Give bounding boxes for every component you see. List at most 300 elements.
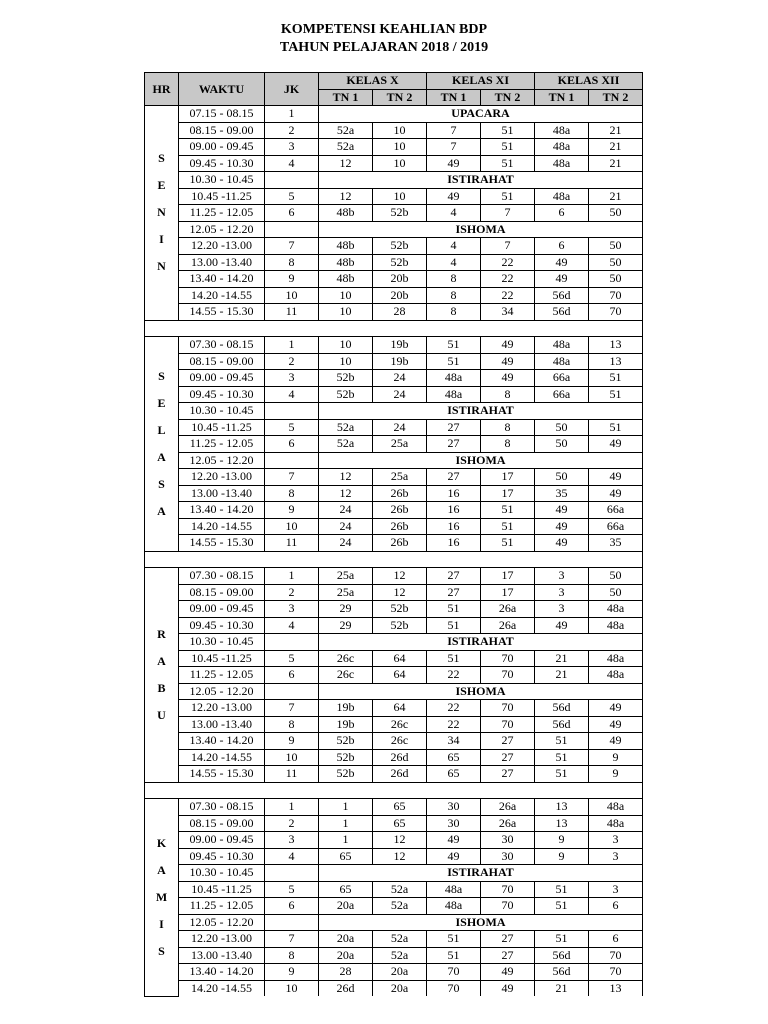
room-cell: 48a (427, 898, 481, 915)
jk-cell (265, 172, 319, 189)
room-cell: 27 (427, 469, 481, 486)
room-cell: 51 (589, 386, 643, 403)
room-cell: 51 (427, 617, 481, 634)
time-cell: 10.30 - 10.45 (179, 403, 265, 420)
room-cell: 9 (535, 832, 589, 849)
document-subtitle: TAHUN PELAJARAN 2018 / 2019 (279, 40, 489, 55)
room-cell: 52a (319, 436, 373, 453)
day-letter: N (157, 205, 166, 220)
table-row (145, 535, 643, 552)
time-cell: 10.30 - 10.45 (179, 865, 265, 882)
room-cell: 56d (535, 700, 589, 717)
table-row (145, 188, 643, 205)
time-cell: 13.40 - 14.20 (179, 271, 265, 288)
room-cell: 25a (373, 436, 427, 453)
room-cell: 26b (373, 502, 427, 519)
room-cell: 27 (481, 766, 535, 783)
jk-cell (265, 634, 319, 651)
room-cell: 26d (319, 980, 373, 996)
time-cell: 07.30 - 08.15 (179, 568, 265, 585)
room-cell: 16 (427, 485, 481, 502)
table-row (145, 419, 643, 436)
table-row (145, 106, 643, 123)
room-cell: 56d (535, 964, 589, 981)
room-cell: 49 (589, 485, 643, 502)
time-cell: 13.00 -13.40 (179, 485, 265, 502)
room-cell: 49 (481, 370, 535, 387)
room-cell: 3 (589, 848, 643, 865)
day-letter: S (158, 476, 165, 491)
table-row (145, 172, 643, 189)
room-cell: 24 (373, 419, 427, 436)
room-cell: 50 (589, 205, 643, 222)
table-row (145, 271, 643, 288)
room-cell: 34 (481, 304, 535, 321)
room-cell: 13 (589, 337, 643, 354)
room-cell: 65 (427, 749, 481, 766)
time-cell: 14.55 - 15.30 (179, 535, 265, 552)
room-cell: 27 (481, 931, 535, 948)
room-cell: 52a (373, 881, 427, 898)
table-row (145, 766, 643, 783)
room-cell: 26b (373, 518, 427, 535)
room-cell: 48a (589, 667, 643, 684)
day-letter: N (157, 259, 166, 274)
room-cell: 27 (427, 419, 481, 436)
day-label (145, 106, 179, 321)
room-cell: 70 (481, 898, 535, 915)
room-cell: 6 (589, 898, 643, 915)
room-cell: 13 (589, 353, 643, 370)
room-cell: 48a (589, 799, 643, 816)
room-cell: 65 (373, 815, 427, 832)
room-cell: 6 (535, 238, 589, 255)
room-cell: 48b (319, 238, 373, 255)
room-cell: 4 (427, 254, 481, 271)
jk-cell: 7 (265, 931, 319, 948)
time-cell: 09.45 - 10.30 (179, 155, 265, 172)
table-row (145, 518, 643, 535)
room-cell: 12 (319, 485, 373, 502)
room-cell: 51 (535, 766, 589, 783)
room-cell: 17 (481, 485, 535, 502)
time-cell: 10.30 - 10.45 (179, 172, 265, 189)
table-row (145, 898, 643, 915)
room-cell: 48a (535, 139, 589, 156)
header-kelas-xi: KELAS XI (427, 73, 535, 90)
day-letter: M (155, 889, 168, 904)
time-cell: 12.20 -13.00 (179, 700, 265, 717)
room-cell: 1 (319, 799, 373, 816)
room-cell: 49 (481, 353, 535, 370)
room-cell: 17 (481, 584, 535, 601)
separator-cell (145, 782, 643, 799)
room-cell: 3 (589, 832, 643, 849)
room-cell: 52b (319, 733, 373, 750)
room-cell: 8 (481, 419, 535, 436)
time-cell: 10.45 -11.25 (179, 650, 265, 667)
day-letter: A (157, 449, 166, 464)
room-cell: 52b (373, 254, 427, 271)
table-row (145, 205, 643, 222)
room-cell: 22 (481, 254, 535, 271)
room-cell: 12 (319, 155, 373, 172)
room-cell: 10 (319, 304, 373, 321)
table-row (145, 914, 643, 931)
jk-cell: 5 (265, 188, 319, 205)
jk-cell: 5 (265, 419, 319, 436)
room-cell: 19b (373, 337, 427, 354)
room-cell: 26b (373, 485, 427, 502)
room-cell: 21 (535, 980, 589, 996)
room-cell: 66a (535, 370, 589, 387)
room-cell: 19b (319, 700, 373, 717)
table-row (145, 370, 643, 387)
room-cell: 21 (589, 155, 643, 172)
room-cell: 51 (427, 337, 481, 354)
jk-cell: 4 (265, 386, 319, 403)
header-hr: HR (145, 73, 179, 106)
room-cell: 26a (481, 799, 535, 816)
time-cell: 14.20 -14.55 (179, 980, 265, 996)
room-cell: 48a (427, 386, 481, 403)
day-letter: S (158, 943, 165, 958)
day-letter: R (157, 626, 166, 641)
day-letter: A (157, 862, 166, 877)
room-cell: 19b (319, 716, 373, 733)
room-cell: 48a (535, 122, 589, 139)
room-cell: 49 (481, 980, 535, 996)
time-cell: 10.45 -11.25 (179, 881, 265, 898)
room-cell: 51 (535, 898, 589, 915)
room-cell: 48a (535, 155, 589, 172)
jk-cell: 8 (265, 254, 319, 271)
room-cell: 22 (481, 287, 535, 304)
room-cell: 22 (427, 667, 481, 684)
jk-cell: 9 (265, 733, 319, 750)
room-cell: 22 (427, 716, 481, 733)
room-cell: 22 (427, 700, 481, 717)
jk-cell: 6 (265, 667, 319, 684)
day-letter: I (159, 232, 164, 247)
room-cell: 13 (535, 815, 589, 832)
table-row (145, 601, 643, 618)
time-cell: 09.45 - 10.30 (179, 386, 265, 403)
room-cell: 65 (319, 848, 373, 865)
room-cell: 20a (319, 898, 373, 915)
room-cell: 50 (589, 568, 643, 585)
room-cell: 49 (481, 964, 535, 981)
time-cell: 10.30 - 10.45 (179, 634, 265, 651)
room-cell: 49 (589, 700, 643, 717)
room-cell: 12 (319, 188, 373, 205)
header-kelas-xii: KELAS XII (535, 73, 643, 90)
room-cell: 10 (373, 122, 427, 139)
room-cell: 70 (589, 964, 643, 981)
time-cell: 11.25 - 12.05 (179, 436, 265, 453)
room-cell: 50 (589, 271, 643, 288)
room-cell: 70 (427, 964, 481, 981)
room-cell: 4 (427, 238, 481, 255)
room-cell: 24 (373, 370, 427, 387)
table-row (145, 683, 643, 700)
room-cell: 66a (589, 518, 643, 535)
room-cell: 28 (373, 304, 427, 321)
room-cell: 50 (589, 238, 643, 255)
room-cell: 21 (535, 667, 589, 684)
table-row (145, 815, 643, 832)
room-cell: 12 (373, 832, 427, 849)
table-row (145, 436, 643, 453)
room-cell: 30 (427, 799, 481, 816)
table-row (145, 502, 643, 519)
room-cell: 49 (535, 271, 589, 288)
room-cell: 51 (535, 733, 589, 750)
room-cell: 30 (481, 832, 535, 849)
room-cell: 26c (319, 667, 373, 684)
room-cell: 65 (319, 881, 373, 898)
jk-cell: 4 (265, 848, 319, 865)
jk-cell: 3 (265, 601, 319, 618)
room-cell: 49 (427, 848, 481, 865)
room-cell: 35 (535, 485, 589, 502)
table-row (145, 287, 643, 304)
room-cell: 20a (319, 931, 373, 948)
table-row (145, 353, 643, 370)
break-label: ISHOMA (319, 452, 643, 469)
room-cell: 48b (319, 254, 373, 271)
room-cell: 21 (589, 122, 643, 139)
room-cell: 21 (535, 650, 589, 667)
room-cell: 70 (589, 287, 643, 304)
time-cell: 09.45 - 10.30 (179, 848, 265, 865)
room-cell: 7 (481, 205, 535, 222)
room-cell: 12 (373, 568, 427, 585)
time-cell: 13.40 - 14.20 (179, 502, 265, 519)
jk-cell: 4 (265, 617, 319, 634)
room-cell: 8 (427, 271, 481, 288)
room-cell: 51 (481, 155, 535, 172)
time-cell: 09.45 - 10.30 (179, 617, 265, 634)
room-cell: 49 (535, 518, 589, 535)
room-cell: 51 (427, 931, 481, 948)
time-cell: 12.20 -13.00 (179, 931, 265, 948)
header-tn2: TN 2 (373, 89, 427, 106)
room-cell: 70 (589, 304, 643, 321)
time-cell: 09.00 - 09.45 (179, 832, 265, 849)
room-cell: 51 (427, 650, 481, 667)
jk-cell (265, 683, 319, 700)
jk-cell: 1 (265, 337, 319, 354)
time-cell: 07.15 - 08.15 (179, 106, 265, 123)
room-cell: 49 (535, 254, 589, 271)
room-cell: 49 (589, 469, 643, 486)
room-cell: 66a (535, 386, 589, 403)
room-cell: 24 (319, 518, 373, 535)
time-cell: 12.05 - 12.20 (179, 914, 265, 931)
room-cell: 12 (373, 584, 427, 601)
table-row (145, 584, 643, 601)
room-cell: 52a (373, 947, 427, 964)
room-cell: 8 (427, 287, 481, 304)
time-cell: 14.20 -14.55 (179, 518, 265, 535)
header-tn1: TN 1 (319, 89, 373, 106)
jk-cell: 10 (265, 980, 319, 996)
day-letter: K (156, 835, 167, 850)
table-row (145, 403, 643, 420)
time-cell: 13.40 - 14.20 (179, 733, 265, 750)
time-cell: 10.45 -11.25 (179, 188, 265, 205)
room-cell: 16 (427, 518, 481, 535)
time-cell: 13.00 -13.40 (179, 947, 265, 964)
room-cell: 52b (319, 386, 373, 403)
room-cell: 51 (535, 749, 589, 766)
table-row (145, 865, 643, 882)
time-cell: 09.00 - 09.45 (179, 370, 265, 387)
table-row (145, 139, 643, 156)
room-cell: 1 (319, 815, 373, 832)
room-cell: 49 (589, 733, 643, 750)
room-cell: 26a (481, 815, 535, 832)
room-cell: 48b (319, 271, 373, 288)
room-cell: 56d (535, 287, 589, 304)
room-cell: 56d (535, 304, 589, 321)
room-cell: 65 (427, 766, 481, 783)
break-label: ISTIRAHAT (319, 403, 643, 420)
day-letter: S (158, 368, 165, 383)
room-cell: 52b (373, 205, 427, 222)
room-cell: 51 (427, 601, 481, 618)
room-cell: 51 (481, 535, 535, 552)
room-cell: 52b (373, 238, 427, 255)
room-cell: 7 (427, 139, 481, 156)
table-row (145, 931, 643, 948)
table-row (145, 568, 643, 585)
room-cell: 50 (589, 254, 643, 271)
room-cell: 64 (373, 700, 427, 717)
jk-cell: 8 (265, 485, 319, 502)
room-cell: 52b (373, 617, 427, 634)
time-cell: 08.15 - 09.00 (179, 353, 265, 370)
room-cell: 27 (427, 436, 481, 453)
table-row (145, 799, 643, 816)
table-row (145, 964, 643, 981)
room-cell: 27 (481, 947, 535, 964)
room-cell: 50 (535, 419, 589, 436)
room-cell: 49 (427, 188, 481, 205)
jk-cell: 11 (265, 304, 319, 321)
room-cell: 17 (481, 469, 535, 486)
room-cell: 56d (535, 947, 589, 964)
time-cell: 12.05 - 12.20 (179, 221, 265, 238)
room-cell: 19b (373, 353, 427, 370)
time-cell: 12.20 -13.00 (179, 469, 265, 486)
room-cell: 24 (373, 386, 427, 403)
room-cell: 3 (535, 601, 589, 618)
table-row (145, 650, 643, 667)
room-cell: 9 (589, 749, 643, 766)
jk-cell: 7 (265, 700, 319, 717)
room-cell: 48b (319, 205, 373, 222)
separator-cell (145, 320, 643, 337)
time-cell: 08.15 - 09.00 (179, 122, 265, 139)
room-cell: 50 (589, 584, 643, 601)
room-cell: 26c (373, 733, 427, 750)
jk-cell: 7 (265, 238, 319, 255)
room-cell: 52b (319, 749, 373, 766)
room-cell: 10 (319, 353, 373, 370)
room-cell: 16 (427, 535, 481, 552)
break-label: ISTIRAHAT (319, 865, 643, 882)
room-cell: 20b (373, 271, 427, 288)
room-cell: 29 (319, 617, 373, 634)
room-cell: 51 (535, 881, 589, 898)
table-row (145, 667, 643, 684)
room-cell: 3 (589, 881, 643, 898)
day-letter: S (158, 151, 165, 166)
table-row (145, 832, 643, 849)
room-cell: 51 (481, 139, 535, 156)
room-cell: 70 (481, 700, 535, 717)
room-cell: 52a (319, 419, 373, 436)
room-cell: 9 (589, 766, 643, 783)
room-cell: 50 (535, 469, 589, 486)
room-cell: 17 (481, 568, 535, 585)
schedule-body (145, 106, 643, 997)
room-cell: 26b (373, 535, 427, 552)
room-cell: 65 (373, 799, 427, 816)
room-cell: 13 (535, 799, 589, 816)
room-cell: 48a (427, 881, 481, 898)
jk-cell: 3 (265, 370, 319, 387)
room-cell: 10 (373, 139, 427, 156)
time-cell: 11.25 - 12.05 (179, 667, 265, 684)
room-cell: 3 (535, 568, 589, 585)
room-cell: 48a (589, 650, 643, 667)
room-cell: 35 (589, 535, 643, 552)
room-cell: 8 (481, 436, 535, 453)
room-cell: 51 (427, 353, 481, 370)
room-cell: 64 (373, 650, 427, 667)
jk-cell: 11 (265, 766, 319, 783)
room-cell: 22 (481, 271, 535, 288)
room-cell: 48a (535, 353, 589, 370)
day-letter: A (157, 503, 166, 518)
room-cell: 48a (589, 601, 643, 618)
jk-cell (265, 403, 319, 420)
room-cell: 3 (535, 584, 589, 601)
header-tn2: TN 2 (481, 89, 535, 106)
day-letter: E (157, 178, 166, 193)
header-kelas-x: KELAS X (319, 73, 427, 90)
jk-cell: 6 (265, 205, 319, 222)
jk-cell: 1 (265, 106, 319, 123)
room-cell: 52a (373, 898, 427, 915)
room-cell: 29 (319, 601, 373, 618)
jk-cell: 8 (265, 716, 319, 733)
room-cell: 51 (589, 419, 643, 436)
room-cell: 51 (535, 931, 589, 948)
jk-cell (265, 865, 319, 882)
time-cell: 12.20 -13.00 (179, 238, 265, 255)
jk-cell: 11 (265, 535, 319, 552)
room-cell: 16 (427, 502, 481, 519)
header-tn1: TN 1 (535, 89, 589, 106)
room-cell: 52a (319, 139, 373, 156)
room-cell: 24 (319, 535, 373, 552)
jk-cell: 7 (265, 469, 319, 486)
table-row (145, 469, 643, 486)
